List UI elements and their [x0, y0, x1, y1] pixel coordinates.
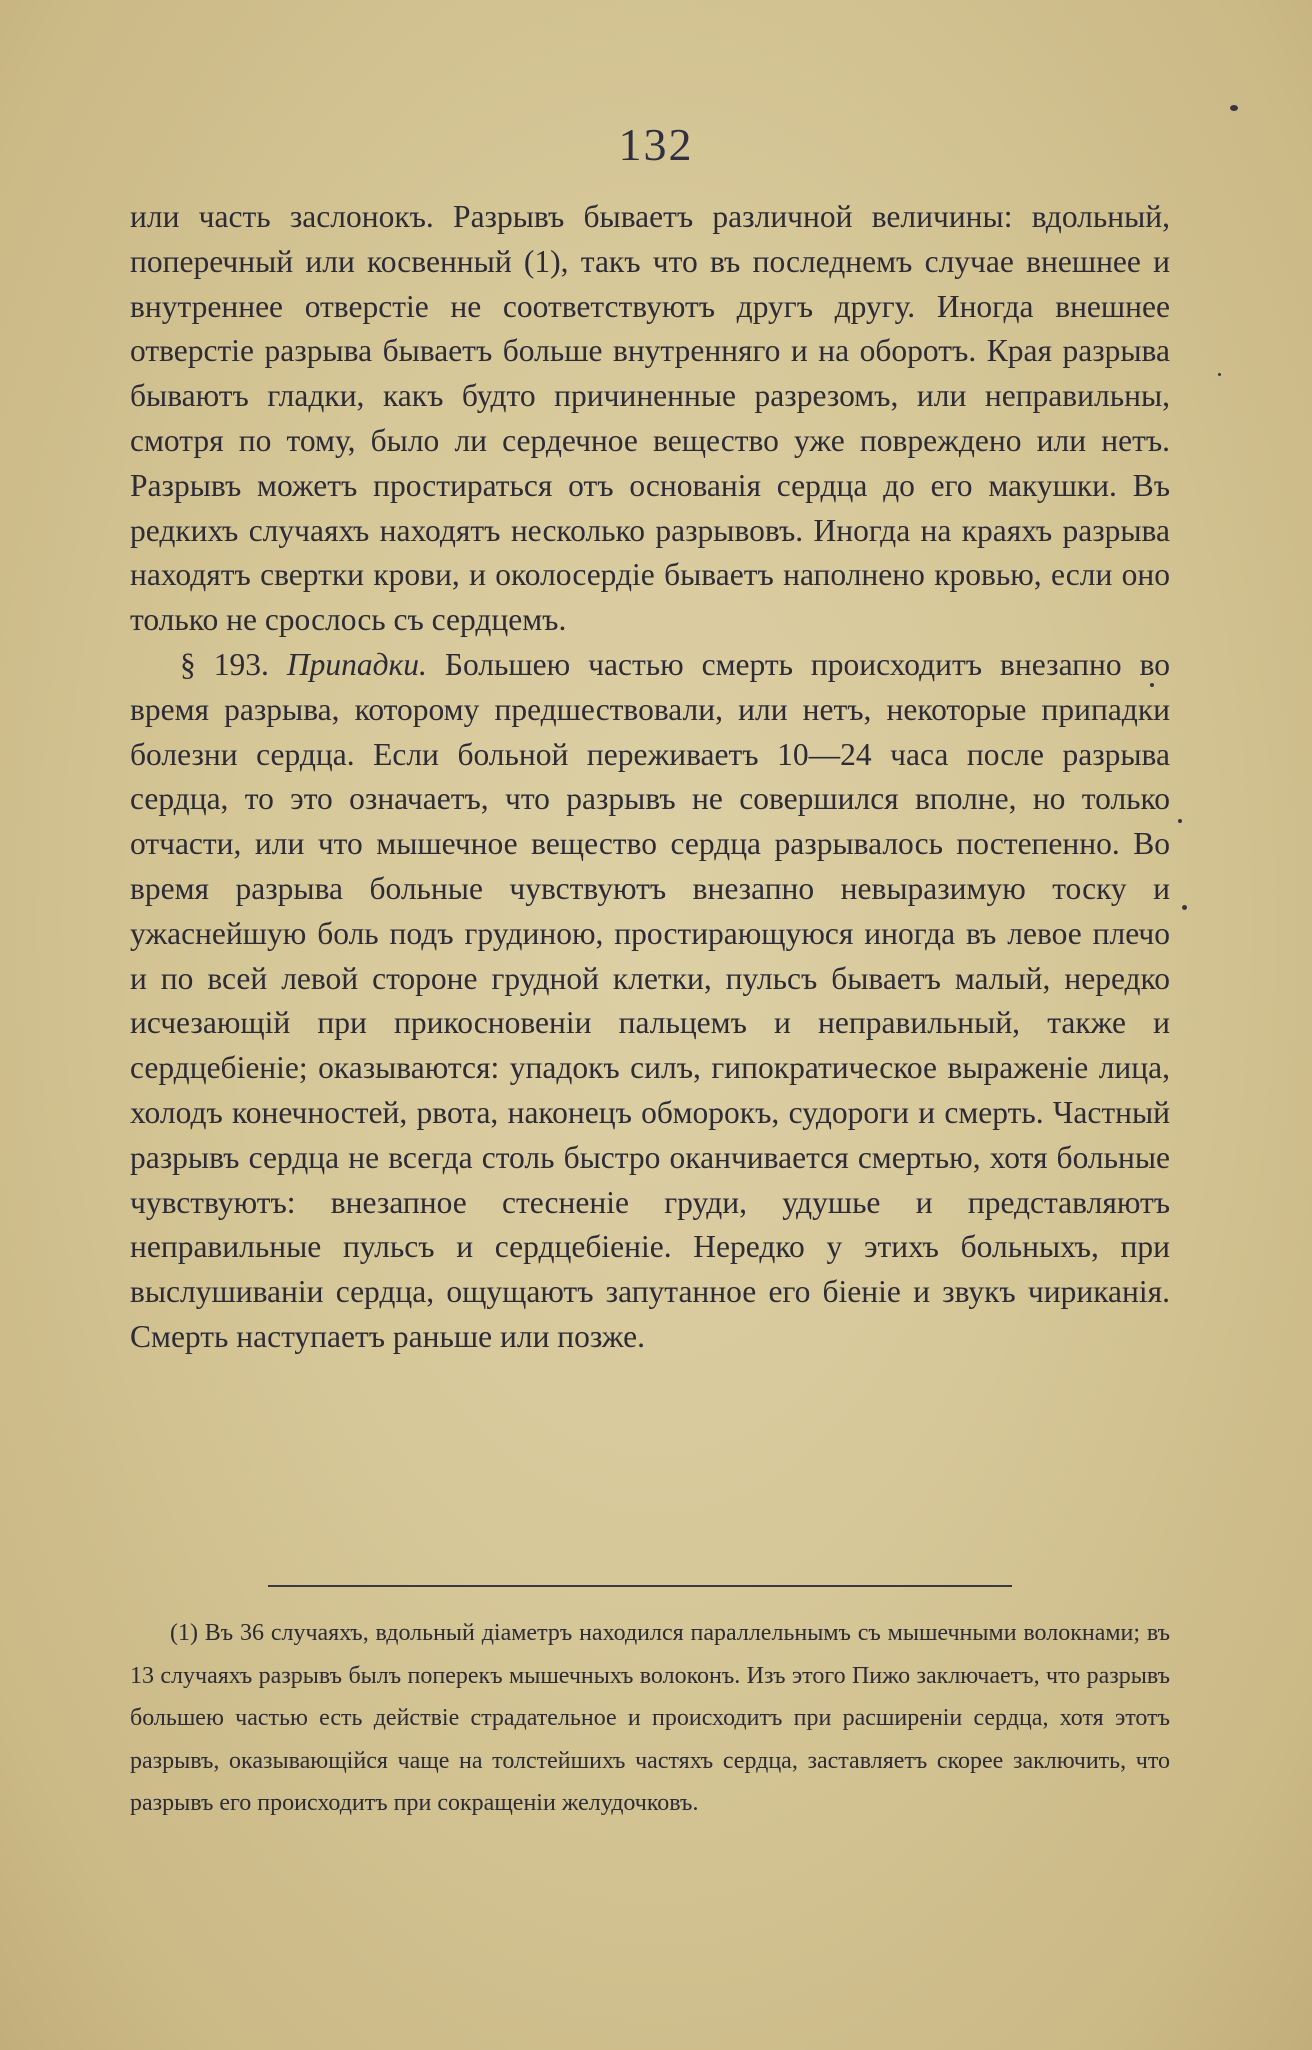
footnote-divider	[268, 1585, 1012, 1587]
main-text	[130, 195, 1170, 1360]
section-number: § 193.	[180, 646, 269, 682]
footnote-marker: (1)	[170, 1620, 198, 1646]
ink-speck	[1218, 373, 1221, 376]
section-heading: Припадки.	[286, 646, 427, 682]
ink-speck	[1182, 905, 1187, 910]
ink-speck	[1230, 105, 1238, 111]
footnote	[130, 1612, 1170, 1825]
page-number: 132	[618, 119, 694, 170]
section-text: Большею частью смерть происходитъ внезапно во время разрыва, которому предшествовали, или нетъ, некоторые припадки болезни сердца. Если больной переживаетъ 10—24 часа после разрыва сердца, то это означаетъ, что разрывъ не совершился вполне, но только отчасти, или что мышечное вещество сердца разрывалось постепенно. Во время разрыва больные чувствуютъ внезапно невыразимую тоску и ужаснейшую боль подъ грудиною, простирающуюся иногда въ левое плечо и по всей левой стороне грудной клетки, пульсъ бываетъ малый, нередко исчезающій при прикосновеніи пальцемъ и неправильный, также и сердцебіеніе; оказываются: упадокъ силъ, гипократическое выраженіе лица, холодъ конечностей, рвота, наконецъ обморокъ, судороги и смерть. Частный разрывъ сердца не всегда столь быстро оканчивается смертью, хотя больные чувствуютъ: внезапное стесненіе груди, удушье и представляютъ неправильные пульсъ и сердцебіеніе. Нередко у этихъ больныхъ, при выслушиваніи сердца, ощущаютъ запутанное его біеніе и звукъ чириканія. Смерть наступаетъ раньше или позже.	[130, 646, 1170, 1354]
section-paragraph	[130, 643, 1170, 1360]
paragraph-continuation: или часть заслонокъ. Разрывъ бываетъ различной величины: вдольный, поперечный или косвенный (1), такъ что въ последнемъ случае внешнее и внутреннее отверстіе не соответствуютъ другъ другу. Иногда внешнее отверстіе разрыва бываетъ больше внутренняго и на оборотъ. Края разрыва бываютъ гладки, какъ будто причиненные разрезомъ, или неправильны, смотря по тому, было ли сердечное вещество уже повреждено или нетъ. Разрывъ можетъ простираться отъ основанія сердца до его макушки. Въ редкихъ случаяхъ находятъ несколько разрывовъ. Иногда на краяхъ разрыва находятъ свертки крови, и околосердіе бываетъ наполнено кровью, если оно только не срослось съ сердцемъ.	[130, 199, 1170, 638]
footnote-text: Въ 36 случаяхъ, вдольный діаметръ находился параллельнымъ съ мышечными волокнами; въ 13 случаяхъ разрывъ былъ поперекъ мышечныхъ волоконъ. Изъ этого Пижо заключаетъ, что разрывъ большею частью есть действіе страдательное и происходитъ при расширеніи сердца, хотя этотъ разрывъ, оказывающійся чаще на толстейшихъ частяхъ сердца, заставляетъ скорее заключить, что разрывъ его происходитъ при сокращеніи желудочковъ.	[130, 1620, 1170, 1816]
ink-speck	[1150, 683, 1154, 687]
ink-speck	[1178, 819, 1182, 823]
